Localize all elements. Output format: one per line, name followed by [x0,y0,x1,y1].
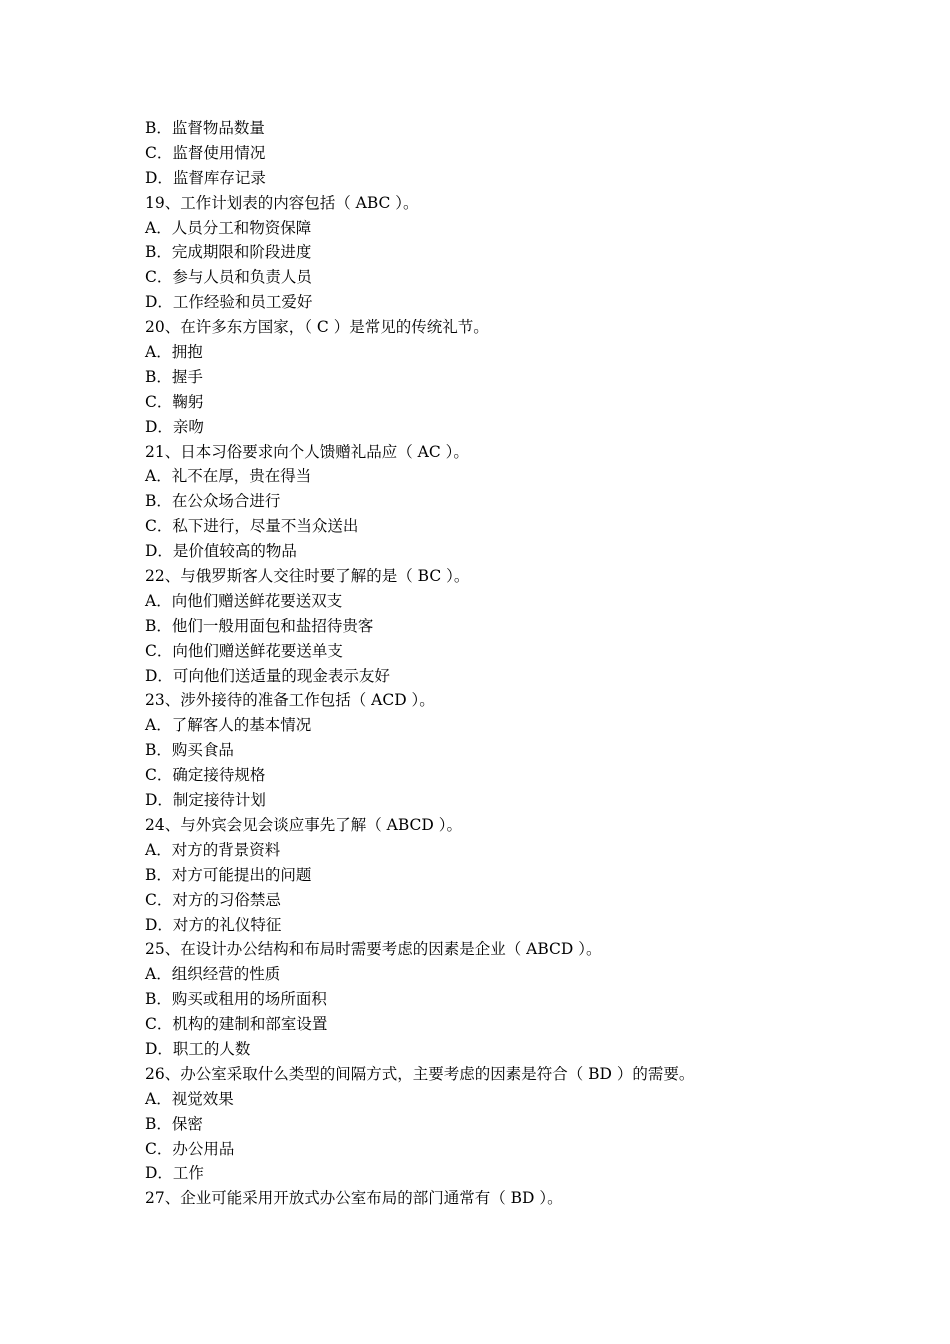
option-line: B．完成期限和阶段进度 [145,243,312,262]
option-line: D．监督库存记录 [145,168,266,187]
option-line: B．监督物品数量 [145,119,265,137]
option-line: C．监督使用情况 [145,143,266,162]
option-line: B．购买或租用的场所面积 [145,990,327,1009]
question-line: 27、企业可能采用开放式办公室布局的部门通常有（ BD ）。 [145,1189,563,1208]
option-line: C．鞠躬 [145,392,204,411]
option-line: B．保密 [145,1114,203,1133]
option-line: B．握手 [145,367,203,386]
question-line: 25、在设计办公结构和布局时需要考虑的因素是企业（ ABCD ）。 [145,940,602,959]
option-line: B．购买食品 [145,741,234,760]
option-line: D．工作 [145,1164,204,1183]
option-line: A．组织经营的性质 [145,965,281,984]
question-line: 21、日本习俗要求向个人馈赠礼品应（ AC ）。 [145,442,469,461]
option-line: C．办公用品 [145,1139,235,1158]
option-line: C．向他们赠送鲜花要送单支 [145,641,343,660]
option-line: D．亲吻 [145,417,204,436]
question-line: 19、工作计划表的内容包括（ ABC ）。 [145,193,419,212]
document-body [145,116,845,1211]
option-line: A．向他们赠送鲜花要送双支 [145,591,343,610]
option-line: A．拥抱 [145,343,203,362]
option-line: A．人员分工和物资保障 [145,218,312,237]
option-line: C．对方的习俗禁忌 [145,890,281,909]
option-line: A．了解客人的基本情况 [145,716,312,735]
option-line: C．参与人员和负责人员 [145,268,312,287]
option-line: D．职工的人数 [145,1039,251,1058]
option-line: D．是价值较高的物品 [145,542,297,561]
question-line: 20、在许多东方国家，（ C ）是常见的传统礼节。 [145,318,489,337]
option-line: D．制定接待计划 [145,791,266,810]
option-line: B．对方可能提出的问题 [145,865,312,884]
option-line: B．他们一般用面包和盐招待贵客 [145,616,374,635]
option-line: A．礼不在厚，贵在得当 [145,467,312,486]
option-line: C．机构的建制和部室设置 [145,1015,328,1034]
question-line: 24、与外宾会见会谈应事先了解（ ABCD ）。 [145,815,462,834]
option-line: A．视觉效果 [145,1089,234,1108]
option-line: D．工作经验和员工爱好 [145,293,313,312]
option-line: C．确定接待规格 [145,766,266,785]
option-line: D．可向他们送适量的现金表示友好 [145,666,390,685]
question-line: 26、办公室采取什么类型的间隔方式，主要考虑的因素是符合（ BD ）的需要。 [145,1064,695,1083]
question-line: 23、涉外接待的准备工作包括（ ACD ）。 [145,691,435,710]
option-line: C．私下进行，尽量不当众送出 [145,517,359,536]
option-line: D．对方的礼仪特征 [145,915,282,934]
option-line: A．对方的背景资料 [145,840,281,859]
question-line: 22、与俄罗斯客人交往时要了解的是（ BC ）。 [145,567,470,586]
option-line: B．在公众场合进行 [145,492,281,511]
